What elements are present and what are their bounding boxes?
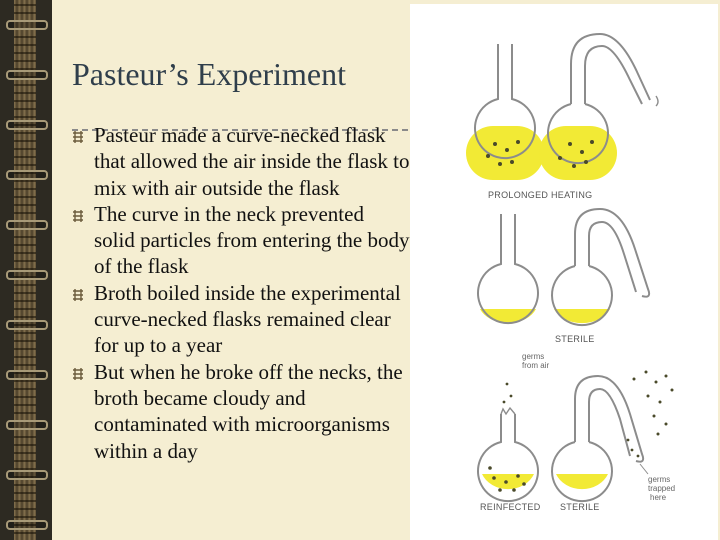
spiral-binding [0,0,52,540]
bullet-list [72,122,410,464]
slide-title: Pasteur’s Experiment [72,56,347,92]
binding-ring [6,420,48,430]
flask-heating-left [466,44,544,180]
bullet-text: Pasteur made a curve-necked flask that allowed the air inside the flask to mix with air outside the flask [94,123,410,200]
bullet-icon [72,131,84,143]
flask-sterile-right [552,209,649,325]
binding-ring [6,370,48,380]
caption-heating: PROLONGED HEATING [488,190,593,200]
flask-sterile-left [478,214,538,323]
caption-reinfected: REINFECTED [480,502,541,512]
note-germs-trapped: trapped [648,484,676,493]
binding-ring [6,70,48,80]
note-germs-trapped: here [650,493,667,502]
binding-ring [6,320,48,330]
note-germs-air: from air [522,361,550,370]
binding-ring [6,470,48,480]
airborne-germs [633,371,674,436]
caption-sterile-2: STERILE [560,502,600,512]
note-germs-trapped: germs [648,475,671,484]
bullet-text: The curve in the neck prevented solid particles from entering the body of the flask [94,201,410,279]
bullet-item [72,201,410,280]
bullet-icon [72,368,84,380]
flask-diagram [410,4,718,540]
flask-diagram-svg [410,4,718,540]
bullet-item [72,359,410,464]
bullet-text: Broth boiled inside the experimental curve-necked flasks remained clear for up to a year [94,280,401,358]
binding-ring [6,520,48,530]
caption-sterile: STERILE [555,334,595,344]
binding-ring [6,270,48,280]
flask-reinfected [478,383,538,502]
bullet-icon [72,210,84,222]
bullet-text: But when he broke off the necks, the broth became cloudy and contaminated with microorganisms within a day [94,359,403,463]
flask-heating-right [539,34,658,180]
bullet-icon [72,289,84,301]
flask-sterile-trapped [552,376,643,501]
binding-ring [6,220,48,230]
bullet-item [72,122,410,201]
binding-ring [6,20,48,30]
note-germs-air: germs [522,352,545,361]
bullet-item [72,280,410,359]
binding-ring [6,120,48,130]
binding-ring [6,170,48,180]
